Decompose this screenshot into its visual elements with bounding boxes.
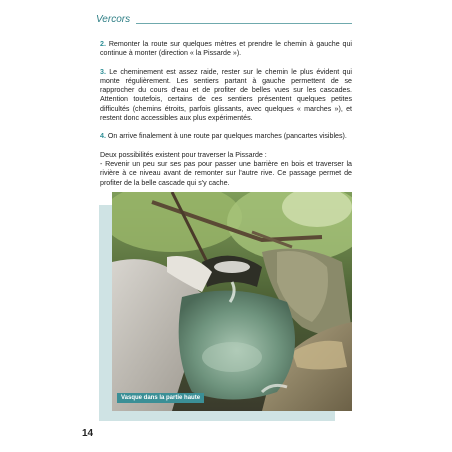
body-text [100, 40, 352, 188]
header-rule [136, 23, 352, 24]
step-text: Le cheminement est assez raide, rester sur le chemin le plus évident qui monte régulièrement. Les sentiers partant à gauche permettent de se rapprocher du cours d'eau et de profiter de belles vues sur les cascades. Attention toutefois, certains de ces sentiers présentent quelques petites difficultés (chemins étroits, parfois glissants, avec quelques « marches »), et restent donc accessibles aux plus expérimentés. [100, 67, 352, 123]
step-text: Remonter la route sur quelques mètres et prendre le chemin à gauche qui continue à monter (direction « la Pissarde »). [100, 40, 352, 58]
section-title: Vercors [96, 14, 131, 25]
step-number: 4. [100, 132, 106, 141]
photo-illustration [112, 192, 352, 411]
page-number: 14 [82, 428, 94, 439]
crossing-intro: Deux possibilités existent pour traverser la Pissarde : [100, 150, 267, 159]
photo-caption: Vasque dans la partie haute [117, 393, 204, 403]
paragraph-step-3 [100, 68, 352, 124]
step-text: On arrive finalement à une route par quelques marches (pancartes visibles). [107, 132, 347, 141]
paragraph-step-4 [100, 132, 352, 141]
step-number: 2. [100, 40, 106, 48]
waterfall-photo [112, 192, 352, 411]
step-number: 3. [100, 67, 106, 76]
paragraph-step-2 [100, 40, 352, 59]
crossing-option: - Revenir un peu sur ses pas pour passer une barrière en bois et traverser la rivière à ce niveau avant de remonter sur l'autre rive. Ce passage permet de profiter de la belle cascade qui s'y cache. [100, 159, 352, 187]
